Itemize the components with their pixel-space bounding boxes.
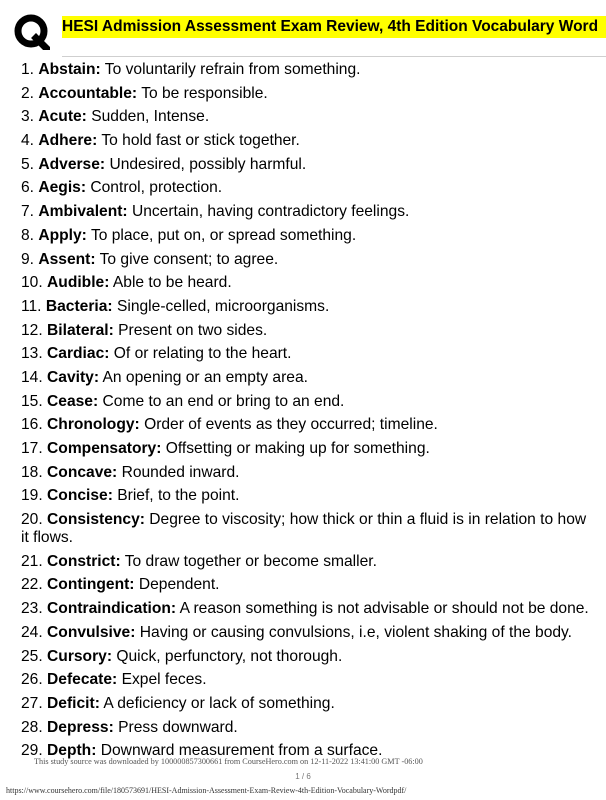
vocab-definition: Rounded inward. xyxy=(121,463,240,481)
vocab-term: Concave: xyxy=(47,463,118,481)
vocab-definition: Single-celled, microorganisms. xyxy=(116,297,330,315)
vocab-item xyxy=(21,61,593,79)
vocab-number: 13. xyxy=(21,345,43,363)
vocab-term: Contingent: xyxy=(47,576,135,594)
download-watermark: This study source was downloaded by 100000857300661 from CourseHero.com on 12-11-2022 13:41:00 GMT -06:00 xyxy=(34,757,423,766)
vocab-term: Accountable: xyxy=(38,84,138,102)
vocab-number: 9. xyxy=(21,250,35,268)
vocab-number: 21. xyxy=(21,552,43,570)
vocab-definition: Having or causing convulsions, i.e, violent shaking of the body. xyxy=(139,623,573,641)
vocab-term: Chronology: xyxy=(47,416,140,434)
vocab-number: 26. xyxy=(21,671,43,689)
vocab-number: 2. xyxy=(21,84,35,102)
vocab-number: 17. xyxy=(21,440,43,457)
vocab-term: Cavity: xyxy=(47,368,100,386)
vocab-definition: To give consent; to agree. xyxy=(99,250,279,268)
vocab-term: Ambivalent: xyxy=(38,203,128,221)
vocab-number: 27. xyxy=(21,694,43,712)
vocab-term: Cursory: xyxy=(47,647,113,665)
vocab-definition: Uncertain, having contradictory feelings. xyxy=(131,203,410,221)
page-indicator: 1 / 6 xyxy=(295,772,311,781)
vocab-item xyxy=(21,511,593,547)
vocab-item xyxy=(21,416,593,434)
vocab-item xyxy=(21,132,593,150)
vocab-item xyxy=(21,576,593,594)
vocab-item xyxy=(21,393,593,411)
vocab-term: Aegis: xyxy=(38,179,87,197)
vocab-number: 4. xyxy=(21,132,35,150)
vocab-number: 20. xyxy=(21,511,43,529)
vocab-definition: Come to an end or bring to an end. xyxy=(102,392,345,410)
vocab-definition: Degree to viscosity; how thick or thin a fluid is in relation to how it flows. xyxy=(21,511,587,547)
vocab-number: 28. xyxy=(21,718,43,736)
vocab-definition: Press downward. xyxy=(118,718,238,736)
vocab-number: 6. xyxy=(21,179,35,197)
vocab-definition: Dependent. xyxy=(138,576,220,594)
vocab-number: 19. xyxy=(21,487,43,505)
vocab-item xyxy=(21,85,593,103)
vocab-definition: An opening or an empty area. xyxy=(102,368,308,386)
vocab-number: 15. xyxy=(21,392,43,410)
vocab-definition: Brief, to the point. xyxy=(117,487,240,505)
vocab-definition: To be responsible. xyxy=(141,84,268,102)
vocab-item xyxy=(21,179,593,197)
vocab-definition: A reason something is not advisable or should not be done. xyxy=(179,600,589,618)
vocab-term: Bilateral: xyxy=(47,321,114,339)
vocab-definition: A deficiency or lack of something. xyxy=(103,694,335,712)
vocab-term: Acute: xyxy=(38,108,87,126)
vocab-number: 23. xyxy=(21,600,43,618)
vocab-item xyxy=(21,648,593,666)
vocab-term: Assent: xyxy=(38,250,96,268)
vocab-number: 29. xyxy=(21,742,43,760)
vocab-definition: Able to be heard. xyxy=(112,274,232,292)
vocab-definition: Expel feces. xyxy=(121,671,207,689)
vocab-definition: Offsetting or making up for something. xyxy=(165,440,430,457)
vocab-number: 14. xyxy=(21,368,43,386)
vocab-term: Depth: xyxy=(47,742,97,760)
vocab-term: Contraindication: xyxy=(47,600,177,618)
vocab-definition: Control, protection. xyxy=(90,179,223,197)
vocab-item xyxy=(21,600,593,618)
vocab-item xyxy=(21,369,593,387)
vocab-term: Cease: xyxy=(47,392,99,410)
vocab-number: 7. xyxy=(21,203,35,221)
vocab-item xyxy=(21,227,593,245)
coursehero-q-logo-icon xyxy=(14,14,50,50)
vocab-number: 11. xyxy=(21,297,42,315)
vocab-definition: Present on two sides. xyxy=(118,321,268,339)
vocab-definition: Downward measurement from a surface. xyxy=(100,742,383,760)
vocab-item xyxy=(21,274,593,292)
source-url[interactable]: https://www.coursehero.com/file/180573691/HESI-Admission-Assessment-Exam-Review-4th-Edition-Vocabulary-Wordpdf/ xyxy=(6,786,407,795)
vocab-number: 5. xyxy=(21,155,35,173)
vocab-number: 10. xyxy=(21,274,43,292)
vocab-item xyxy=(21,345,593,363)
vocab-term: Deficit: xyxy=(47,694,100,712)
vocab-item xyxy=(21,719,593,737)
vocab-item xyxy=(21,203,593,221)
document-title: HESI Admission Assessment Exam Review, 4th Edition Vocabulary Word xyxy=(62,16,606,38)
vocab-item xyxy=(21,671,593,689)
vocab-term: Bacteria: xyxy=(45,297,113,315)
vocab-item xyxy=(21,487,593,505)
vocab-term: Audible: xyxy=(47,274,110,292)
vocab-term: Apply: xyxy=(38,226,87,244)
vocab-item xyxy=(21,156,593,174)
vocab-item xyxy=(21,553,593,571)
vocab-item xyxy=(21,440,593,458)
vocab-definition: Order of events as they occurred; timeline. xyxy=(144,416,438,434)
vocab-definition: Of or relating to the heart. xyxy=(113,345,292,363)
vocab-term: Adverse: xyxy=(38,155,106,173)
vocab-number: 16. xyxy=(21,416,43,434)
vocab-item xyxy=(21,298,593,316)
vocab-item xyxy=(21,108,593,126)
vocab-number: 8. xyxy=(21,226,35,244)
vocab-term: Constrict: xyxy=(47,552,121,570)
vocab-definition: To hold fast or stick together. xyxy=(101,132,300,150)
vocab-term: Abstain: xyxy=(38,61,101,78)
vocabulary-list xyxy=(21,61,593,760)
vocab-definition: To draw together or become smaller. xyxy=(124,552,377,570)
vocab-term: Compensatory: xyxy=(47,440,162,457)
vocab-term: Defecate: xyxy=(47,671,118,689)
vocab-item xyxy=(21,322,593,340)
vocab-definition: Undesired, possibly harmful. xyxy=(109,155,307,173)
vocab-number: 22. xyxy=(21,576,43,594)
vocab-term: Depress: xyxy=(47,718,114,736)
vocab-item xyxy=(21,695,593,713)
vocab-definition: Sudden, Intense. xyxy=(91,108,210,126)
vocab-number: 3. xyxy=(21,108,35,126)
vocab-item xyxy=(21,624,593,642)
vocab-item xyxy=(21,251,593,269)
vocab-term: Convulsive: xyxy=(47,623,136,641)
vocab-term: Cardiac: xyxy=(47,345,110,363)
vocab-definition: Quick, perfunctory, not thorough. xyxy=(116,647,343,665)
vocab-term: Adhere: xyxy=(38,132,98,150)
vocab-term: Consistency: xyxy=(47,511,145,529)
vocab-number: 25. xyxy=(21,647,43,665)
vocab-number: 12. xyxy=(21,321,43,339)
vocab-definition: To place, put on, or spread something. xyxy=(90,226,357,244)
vocab-item xyxy=(21,464,593,482)
vocab-number: 18. xyxy=(21,463,43,481)
vocab-term: Concise: xyxy=(47,487,113,505)
vocab-number: 1. xyxy=(21,61,35,78)
vocab-number: 24. xyxy=(21,623,43,641)
vocab-definition: To voluntarily refrain from something. xyxy=(104,61,361,78)
title-divider xyxy=(62,56,606,57)
